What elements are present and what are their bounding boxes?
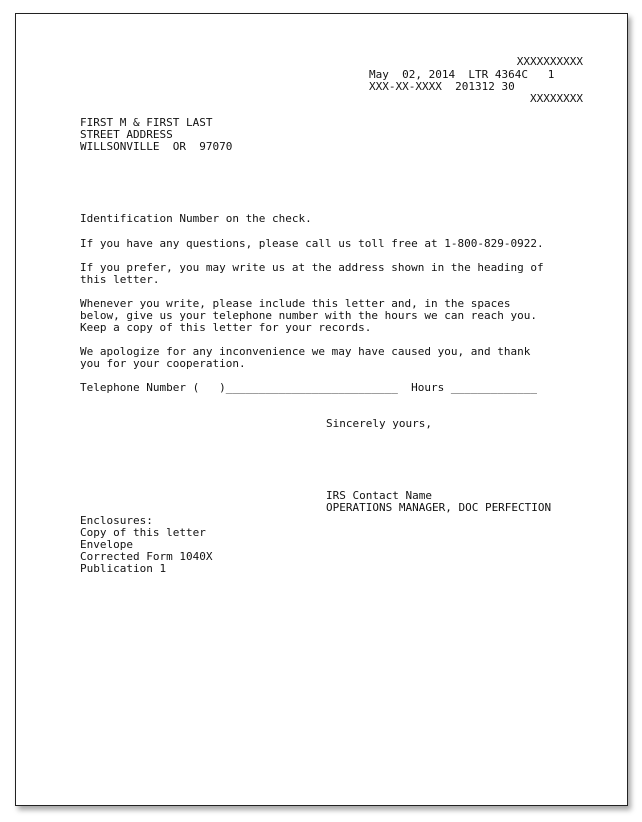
address-name: FIRST M & FIRST LAST bbox=[80, 116, 213, 129]
paragraph-apologize-line2: you for your cooperation. bbox=[80, 357, 246, 370]
signer-name: IRS Contact Name bbox=[326, 489, 432, 502]
enclosure-item: Corrected Form 1040X bbox=[80, 550, 213, 563]
paragraph-apologize-line1: We apologize for any inconvenience we may have caused you, and thank bbox=[80, 345, 531, 358]
paragraph-include-line1: Whenever you write, please include this letter and, in the spaces bbox=[80, 297, 511, 310]
telephone-hours-line: Telephone Number ( )__________________________ Hours _____________ bbox=[80, 381, 537, 394]
address-city: WILLSONVILLE OR 97070 bbox=[80, 140, 233, 153]
paragraph-questions: If you have any questions, please call us toll free at 1-800-829-0922. bbox=[80, 237, 544, 250]
paragraph-write-line1: If you prefer, you may write us at the address shown in the heading of bbox=[80, 261, 544, 274]
paragraph-write-line2: this letter. bbox=[80, 273, 160, 286]
paragraph-identification: Identification Number on the check. bbox=[80, 212, 312, 225]
enclosure-item: Publication 1 bbox=[80, 562, 167, 575]
enclosure-item: Copy of this letter bbox=[80, 526, 206, 539]
paragraph-include-line2: below, give us your telephone number with the hours we can reach you. bbox=[80, 309, 537, 322]
header-ssn-period: XXX-XX-XXXX 201312 30 bbox=[369, 80, 515, 93]
enclosures-heading: Enclosures: bbox=[80, 514, 153, 527]
address-street: STREET ADDRESS bbox=[80, 128, 173, 141]
paragraph-include-line3: Keep a copy of this letter for your records. bbox=[80, 321, 372, 334]
letter-page bbox=[15, 13, 628, 806]
signer-title: OPERATIONS MANAGER, DOC PERFECTION bbox=[326, 501, 552, 514]
header-id-top: XXXXXXXXXX bbox=[516, 55, 583, 68]
closing-salutation: Sincerely yours, bbox=[326, 417, 432, 430]
header-date-letter: May 02, 2014 LTR 4364C 1 bbox=[369, 68, 555, 81]
header-id-bottom: XXXXXXXX bbox=[530, 92, 583, 105]
enclosure-item: Envelope bbox=[80, 538, 133, 551]
